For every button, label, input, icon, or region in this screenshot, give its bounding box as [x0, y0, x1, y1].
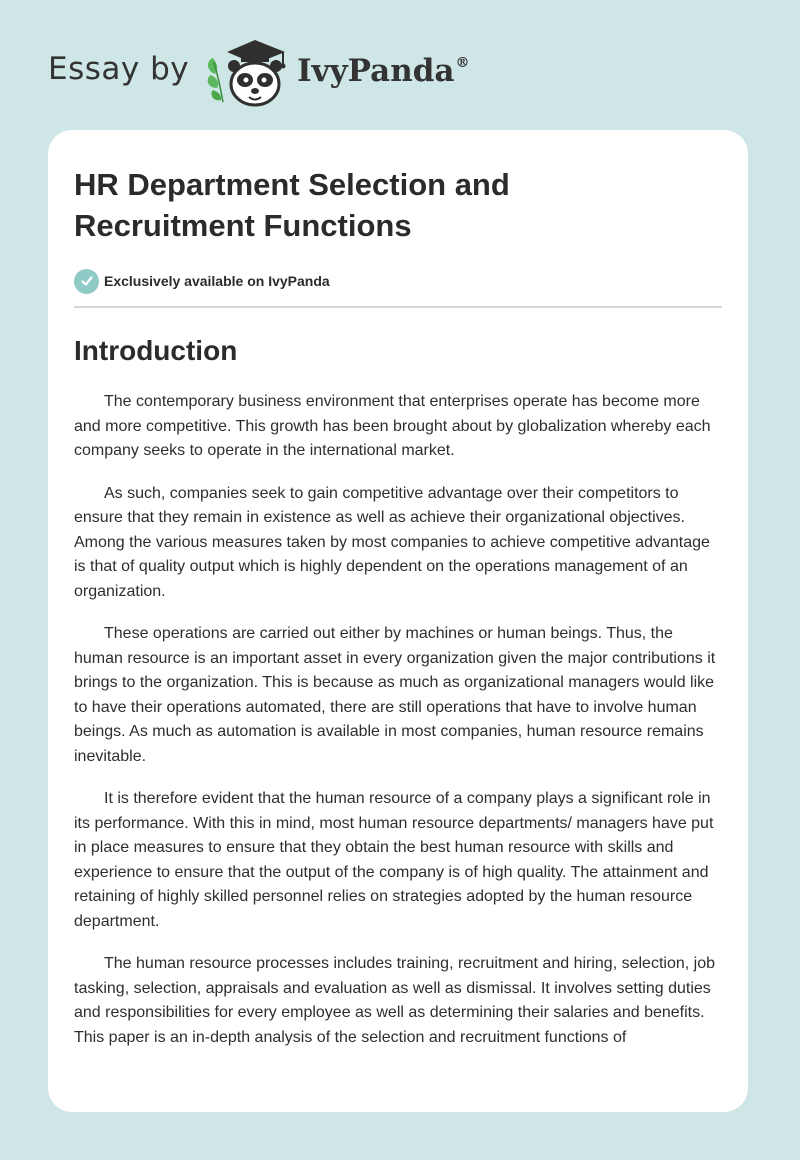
- exclusive-badge: [74, 268, 722, 294]
- divider: [74, 306, 722, 308]
- ivy-leaf-icon: [208, 58, 223, 102]
- essay-card: [48, 130, 748, 1112]
- paragraph: As such, companies seek to gain competitive advantage over their competitors to ensure that they remain in existence as well as achieve their organizational objectives. Among the various measures taken by most companies to achieve competitive advantage is that of quality output which is highly dependent on the operations management of an organization.: [74, 484, 710, 600]
- check-icon: [74, 269, 99, 294]
- brand-name[interactable]: IvyPanda®: [297, 53, 470, 89]
- page-title: HR Department Selection and Recruitment Functions: [74, 167, 510, 243]
- paragraph: These operations are carried out either by machines or human beings. Thus, the human resource is an important asset in every organization given the major contributions it brings to the organization. This is because as much as organizational managers would like to have their operations automated, there are still operations that have to involve human beings. As much as automation is available in most companies, human resource remains inevitable.: [74, 625, 716, 765]
- paragraph: The contemporary business environment that enterprises operate has become more and more competitive. This growth has been brought about by globalization whereby each company seeks to operate in the international market.: [74, 393, 711, 459]
- panda-graduate-icon[interactable]: [203, 30, 293, 110]
- registered-mark: ®: [455, 55, 470, 71]
- section-heading-introduction: Introduction: [74, 335, 238, 366]
- paragraph: The human resource processes includes training, recruitment and hiring, selection, job tasking, selection, appraisals and evaluation as well as dismissal. It involves setting duties and responsibilities for every employee as well as determining their salaries and benefits. This paper is an in-depth analysis of the selection and recruitment functions of: [74, 955, 715, 1046]
- essay-by-label: Essay by: [48, 51, 190, 87]
- paragraph: It is therefore evident that the human resource of a company plays a significant role in its performance. With this in mind, most human resource departments/ managers have put in place measures to ensure that they obtain the best human resource with skills and experience to ensure that the output of the company is of high quality. The attainment and retaining of highly skilled personnel relies on strategies adopted by the human resource department.: [74, 790, 714, 930]
- exclusive-label: Exclusively available on IvyPanda: [104, 273, 330, 289]
- site-header: [48, 30, 470, 110]
